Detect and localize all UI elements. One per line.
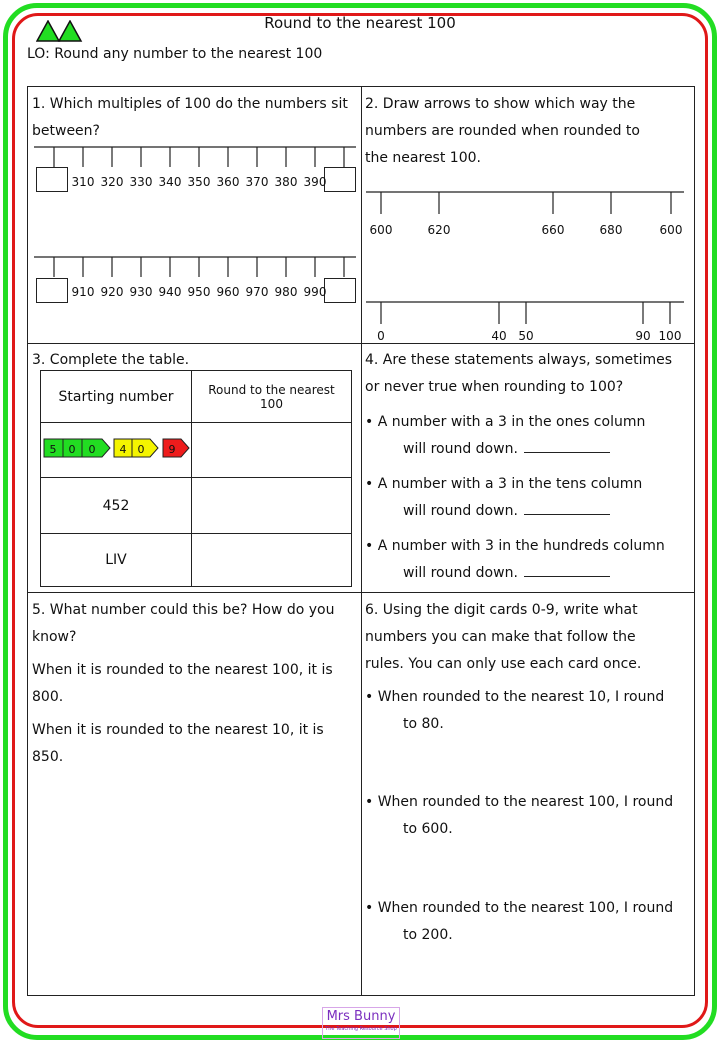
worksheet-grid [27, 86, 695, 996]
tick-label: 0 [377, 329, 385, 343]
card-digit: 0 [137, 443, 145, 456]
answer-cell[interactable] [192, 478, 352, 534]
tick-label: 390 [303, 175, 327, 189]
page-title: Round to the nearest 100 [264, 14, 456, 32]
tick-label: 340 [158, 175, 182, 189]
tick-label: 370 [245, 175, 269, 189]
card-digit: 0 [68, 443, 76, 456]
tick-label: 40 [491, 329, 507, 343]
answer-box[interactable] [36, 167, 68, 192]
tick-label: 970 [245, 285, 269, 299]
tick-label: 990 [303, 285, 327, 299]
tick-label: 920 [100, 285, 124, 299]
learning-objective: LO: Round any number to the nearest 100 [27, 46, 323, 62]
brand-logo: Mrs Bunny The Teaching Resource Shop [322, 1007, 400, 1039]
q2-prompt: 2. Draw arrows to show which way the numbers are rounded when rounded to the nearest 100. [365, 96, 640, 166]
tick-label: 910 [71, 285, 95, 299]
table-header-starting: Starting number [41, 371, 192, 423]
tick-label: 950 [187, 285, 211, 299]
starting-number: LIV [41, 534, 192, 587]
q6-prompt: 6. Using the digit cards 0-9, write what numbers you can make that follow the rules. You can only use each card once. [365, 602, 642, 672]
answer-line[interactable] [524, 562, 610, 577]
card-digit: 5 [49, 443, 57, 456]
starting-number: 452 [41, 478, 192, 534]
place-value-cards [41, 423, 192, 478]
tick-label: 930 [129, 285, 153, 299]
table-header-round: Round to the nearest 100 [192, 371, 352, 423]
tick-label: 50 [518, 329, 534, 343]
q3-prompt: 3. Complete the table. [32, 352, 190, 368]
card-digit: 0 [88, 443, 96, 456]
q4-statement: • A number with 3 in the hundreds column will round down. [365, 538, 665, 581]
place-value-cards-image [42, 436, 190, 460]
tick-label: 100 [658, 329, 682, 343]
tick-label: 350 [187, 175, 211, 189]
card-digit: 4 [119, 443, 127, 456]
answer-cell[interactable] [192, 423, 352, 478]
q2-number-line-1 [366, 190, 686, 218]
q4-prompt: 4. Are these statements always, sometimes or never true when rounding to 100? [365, 352, 673, 395]
tick-label: 360 [216, 175, 240, 189]
tick-label: 90 [635, 329, 651, 343]
answer-box[interactable] [36, 278, 68, 303]
tick-label: 940 [158, 285, 182, 299]
tick-label: 980 [274, 285, 298, 299]
tick-label: 380 [274, 175, 298, 189]
tick-label: 660 [541, 223, 565, 237]
tick-label: 600 [659, 223, 683, 237]
answer-line[interactable] [524, 438, 610, 453]
q6-rule: • When rounded to the nearest 10, I round to 80. [365, 689, 665, 732]
tick-label: 320 [100, 175, 124, 189]
tick-label: 960 [216, 285, 240, 299]
q5-prompt: 5. What number could this be? How do you know? When it is rounded to the nearest 100, it is 800. When it is rounded to the nearest 10, it is 850. [32, 602, 335, 765]
tick-label: 620 [427, 223, 451, 237]
tick-label: 330 [129, 175, 153, 189]
q6-rule: • When rounded to the nearest 100, I round to 600. [365, 794, 674, 837]
rounding-table [40, 370, 352, 587]
q4-statement: • A number with a 3 in the ones column will round down. [365, 414, 646, 457]
q6-rule: • When rounded to the nearest 100, I round to 200. [365, 900, 674, 943]
answer-cell[interactable] [192, 534, 352, 587]
q1-prompt: 1. Which multiples of 100 do the numbers sit between? [32, 96, 348, 139]
card-digit: 9 [168, 443, 176, 456]
q4-statement: • A number with a 3 in the tens column will round down. [365, 476, 643, 519]
tick-label: 310 [71, 175, 95, 189]
tick-label: 680 [599, 223, 623, 237]
tick-label: 600 [369, 223, 393, 237]
answer-line[interactable] [524, 500, 610, 515]
